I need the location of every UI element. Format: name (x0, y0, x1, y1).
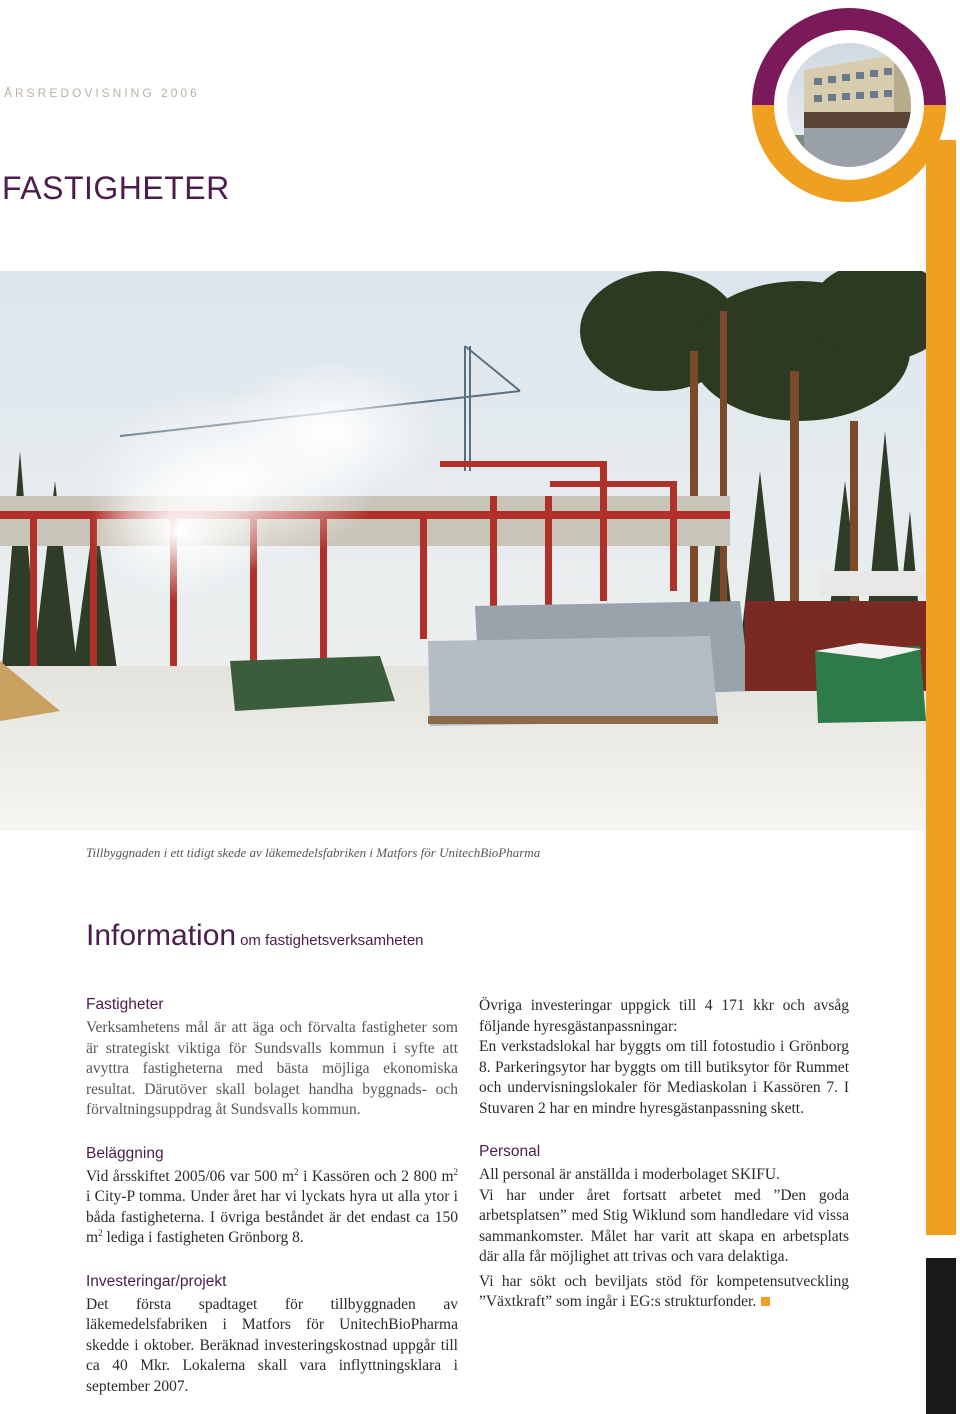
right-column (479, 996, 849, 1313)
belaggning-text: Vid årsskiftet 2005/06 var 500 $m^2$ i Kassören och 2 800 $m^2$ i City-P tomma. Under året har vi lyckats hyra ut alla ytor i båda fastigheterna. I övriga beståndet är det endast ca 150 $m^2$ lediga i fastigheten Grönborg 8. (86, 1166, 458, 1246)
end-mark-icon (761, 1297, 770, 1306)
personal-text-3: Vi har sökt och beviljats stöd för kompetensutveckling ”Växtkraft” som ingår i EG:s strukturfonder. (479, 1272, 849, 1310)
personal-text: All personal är anställda i moderbolaget SKIFU. (479, 1166, 780, 1183)
ovriga-text-2: En verkstadslokal har byggts om till fotostudio i Grönborg 8. Parkeringsytor har byggts om till butiksytor för Rummet och undervisningslokaler för Mediaskolan i Kassören 7. I Stuvaren 2 har en mindre hyresgästanpassning skett. (479, 1038, 849, 1117)
left-column (86, 996, 458, 1397)
report-kicker: ÅRSREDOVISNING 2006 (4, 86, 200, 100)
ovriga-text: Övriga investeringar uppgick till 4 171 kkr och avsåg följande hyresgästanpassningar: (479, 997, 849, 1035)
fastigheter-text: Verksamhetens mål är att äga och förvalta fastigheter som är strategiskt viktiga för Sundsvalls kommun i syfte att avyttra fastigheterna med bästa möjliga ekonomiska resultat. Därutöver skall bolaget handha byggnads- och förvaltningsuppdrag åt Sundsvalls kommun. (86, 1019, 458, 1118)
building-logo-image (744, 0, 954, 210)
orange-side-bar (926, 140, 956, 1235)
personal-text-2: Vi har under året fortsatt arbetet med ”Den goda arbetsplatsen” med Stig Wiklund som handledare vid vissa sammankomster. Målet har varit att skapa en arbetsplats där alla får möjlighet att trivas och vara delaktiga. (479, 1186, 849, 1265)
black-side-bar (926, 1258, 956, 1414)
investering-text: Det första spadtaget för tillbyggnaden av läkemedelsfabriken i Matfors för UnitechBioPharma skedde i oktober. Beräknad investeringskostnad uppgår till ca 40 Mkr. Lokalerna skall vara inflyttningsklara i september 2007. (86, 1295, 458, 1395)
photo-caption: Tillbyggnaden i ett tidigt skede av läkemedelsfabriken i Matfors för UnitechBioPharma (86, 845, 541, 860)
section-heading-sub: om fastighetsverksamheten (240, 932, 424, 949)
construction-site-photo (0, 271, 926, 831)
section-heading (86, 919, 424, 953)
personal-heading: Personal (479, 1143, 541, 1160)
section-heading-main: Information (86, 919, 237, 952)
belaggning-heading: Beläggning (86, 1144, 164, 1162)
page-title: FASTIGHETER (2, 170, 230, 206)
investering-heading: Investeringar/projekt (86, 1272, 227, 1290)
fastigheter-heading: Fastigheter (86, 996, 164, 1013)
